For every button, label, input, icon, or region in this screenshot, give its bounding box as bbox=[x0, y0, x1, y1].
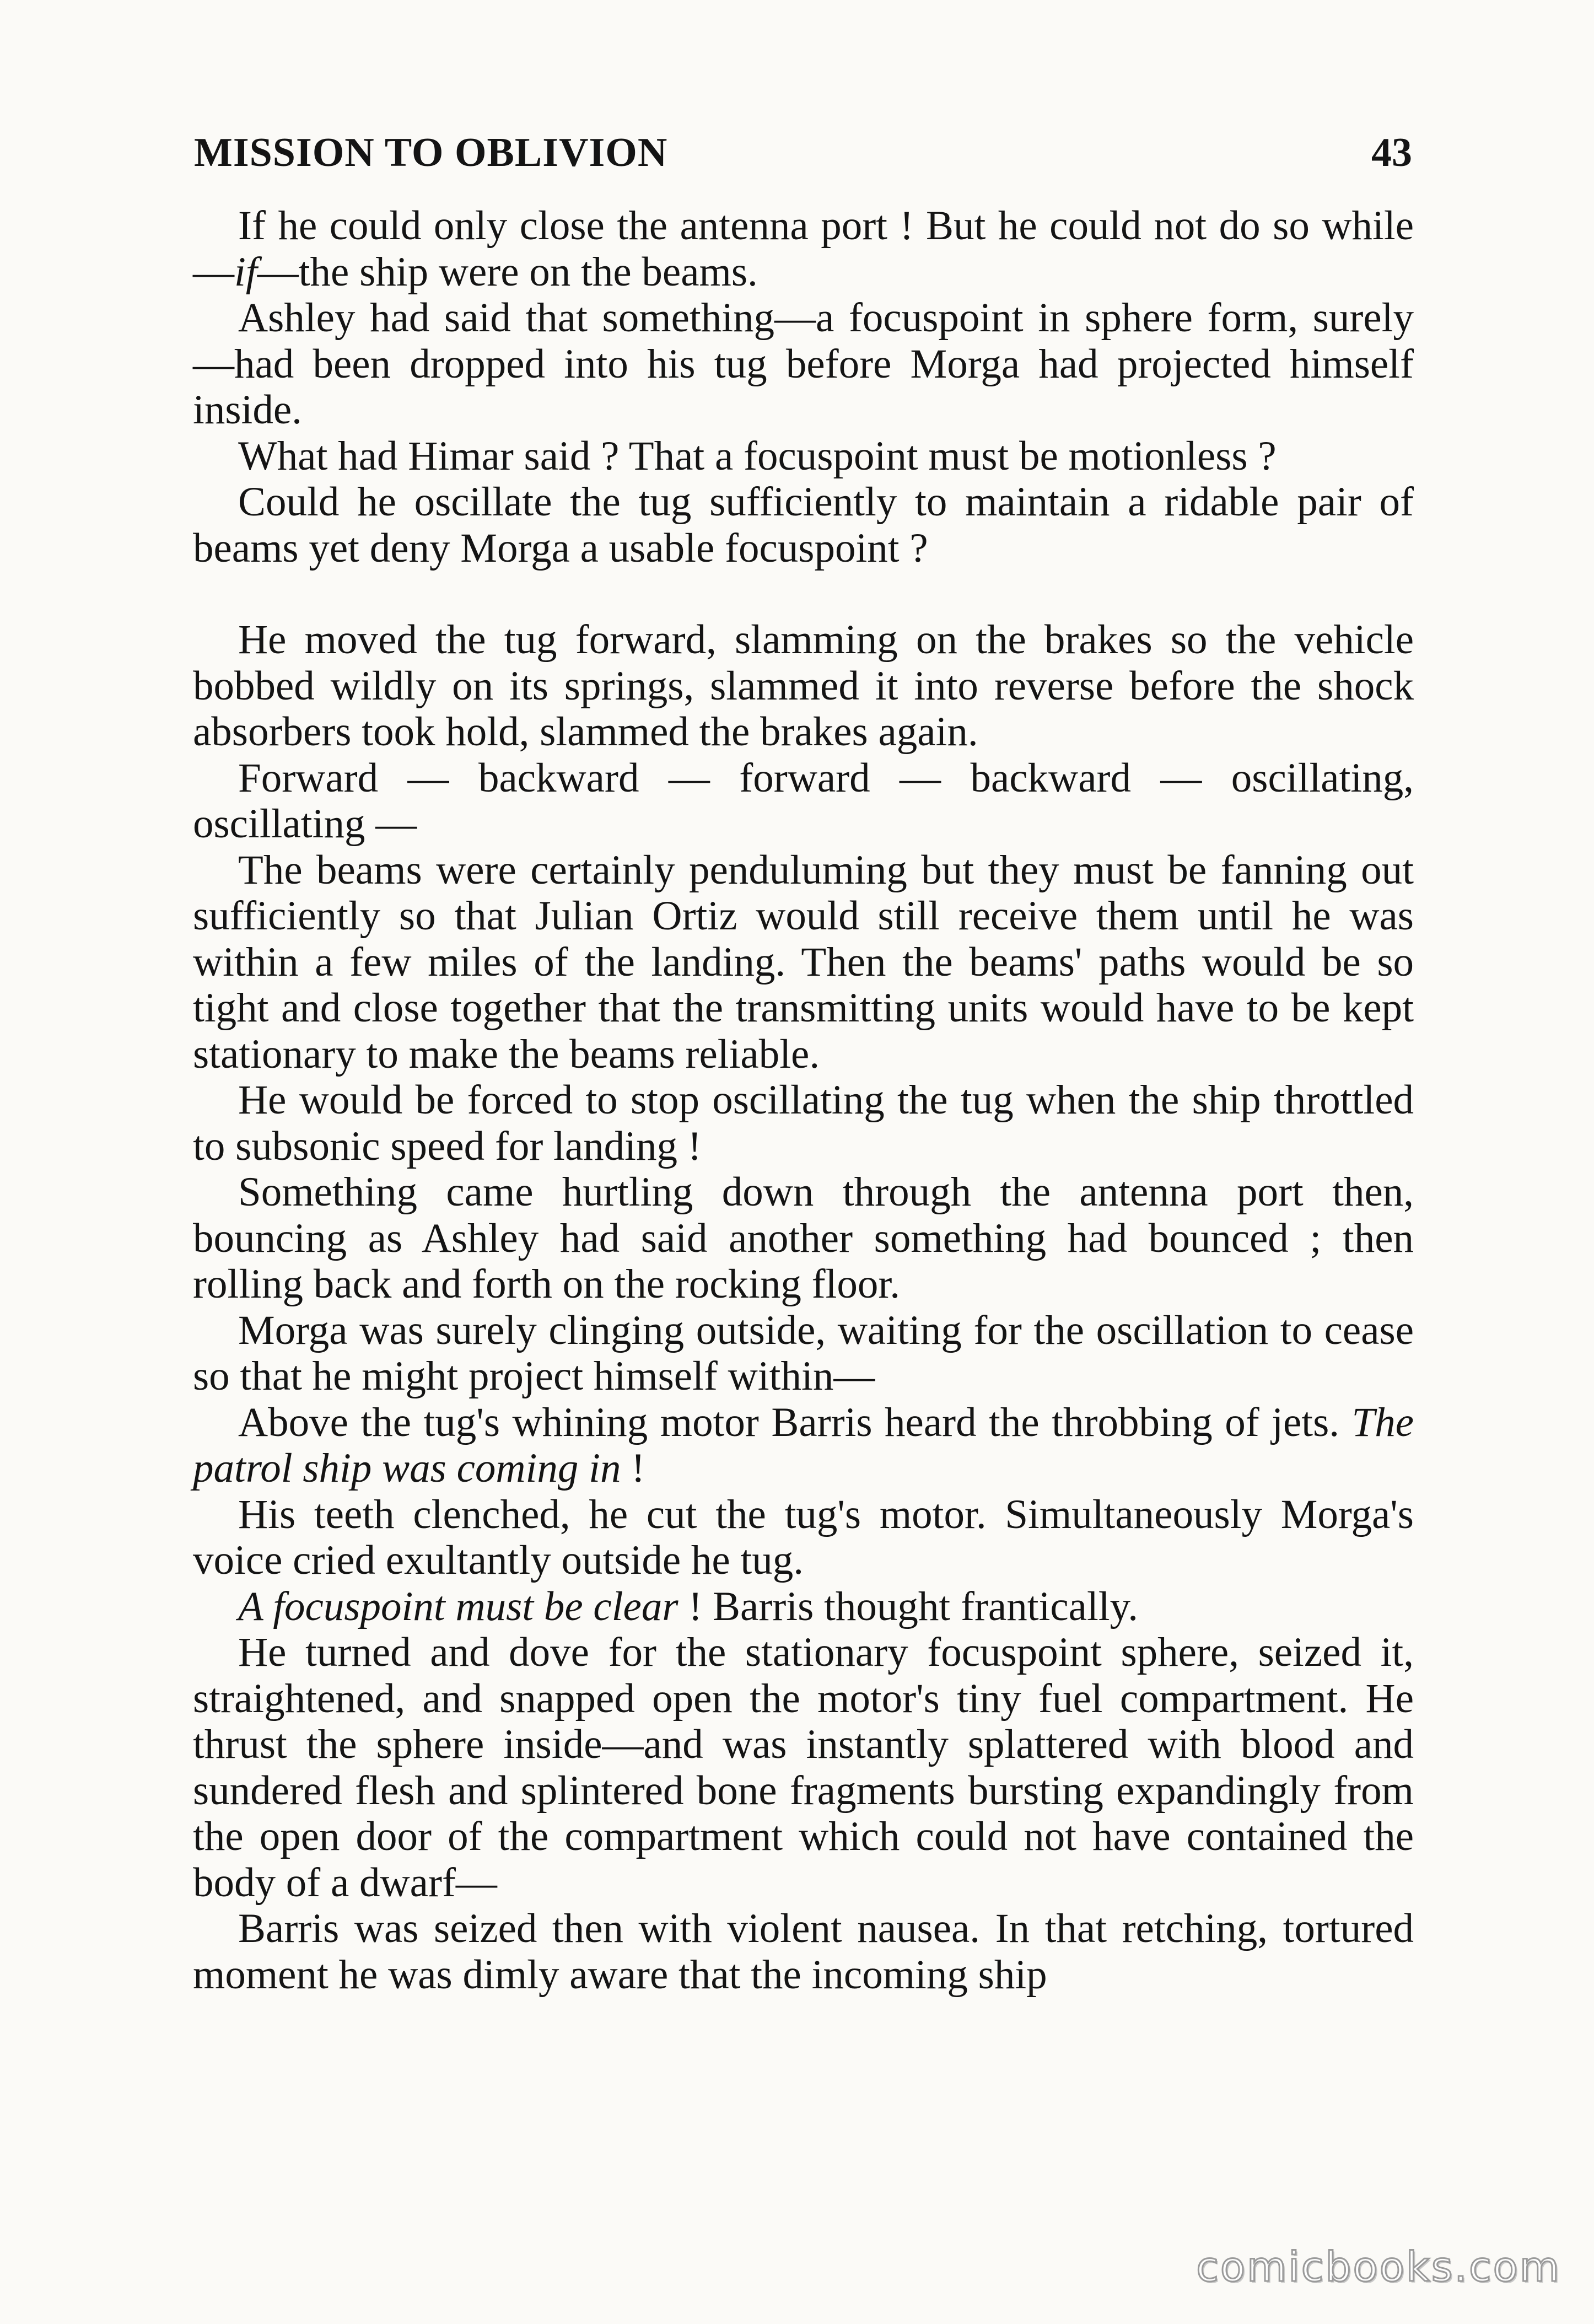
paragraph: Forward — backward — forward — backward — oscillating, oscillating — bbox=[193, 755, 1414, 847]
paragraph: Could he oscillate the tug sufficiently to maintain a ridable pair of beams yet deny Morga a usable focuspoint ? bbox=[193, 479, 1414, 571]
paragraph: He moved the tug forward, slamming on the brakes so the vehicle bobbed wildly on its springs, slammed it into reverse before the shock absorbers took hold, slammed the brakes again. bbox=[193, 617, 1414, 755]
running-title: MISSION TO OBLIVION bbox=[194, 130, 668, 175]
page-header bbox=[194, 122, 1412, 183]
paragraph: Barris was seized then with violent nausea. In that retching, tortured moment he was dimly aware that the incoming ship bbox=[193, 1906, 1414, 1998]
paragraph: If he could only close the antenna port ! But he could not do so while—if—the ship were on the beams. bbox=[193, 203, 1414, 295]
body-text bbox=[193, 203, 1414, 1998]
paragraph: What had Himar said ? That a focuspoint must be motionless ? bbox=[238, 433, 1277, 479]
paragraph: He would be forced to stop oscillating the tug when the ship throttled to subsonic speed for landing ! bbox=[193, 1077, 1414, 1169]
paragraph: A focuspoint must be clear ! Barris thought frantically. bbox=[238, 1583, 1139, 1629]
paragraph: The beams were certainly penduluming but they must be fanning out sufficiently so that Julian Ortiz would still receive them until he was within a few miles of the landing. Then the beams' paths would be so tight and close together that the transmitting units would have to be kept stationary to make the beams reliable. bbox=[193, 847, 1414, 1077]
paragraph: He turned and dove for the stationary focuspoint sphere, seized it, straightened, and snapped open the motor's tiny fuel compartment. He thrust the sphere inside—and was instantly splattered with blood and sundered flesh and splintered bone fragments bursting expandingly from the open door of the compartment which could not have contained the body of a dwarf— bbox=[193, 1629, 1414, 1906]
paragraph: Ashley had said that something—a focuspoint in sphere form, surely—had been dropped into his tug before Morga had projected himself inside. bbox=[193, 295, 1414, 433]
paragraph: His teeth clenched, he cut the tug's motor. Simultaneously Morga's voice cried exultantly outside he tug. bbox=[193, 1491, 1414, 1583]
paragraph: Something came hurtling down through the antenna port then, bouncing as Ashley had said another something had bounced ; then rolling back and forth on the rocking floor. bbox=[193, 1169, 1414, 1307]
paragraph: Above the tug's whining motor Barris heard the throbbing of jets. The patrol ship was coming in ! bbox=[193, 1399, 1414, 1491]
section-break bbox=[193, 571, 1414, 617]
watermark: comicbooks.com bbox=[1196, 2244, 1561, 2291]
paragraph: Morga was surely clinging outside, waiting for the oscillation to cease so that he might project himself within— bbox=[193, 1307, 1414, 1399]
page-number: 43 bbox=[1371, 130, 1412, 175]
